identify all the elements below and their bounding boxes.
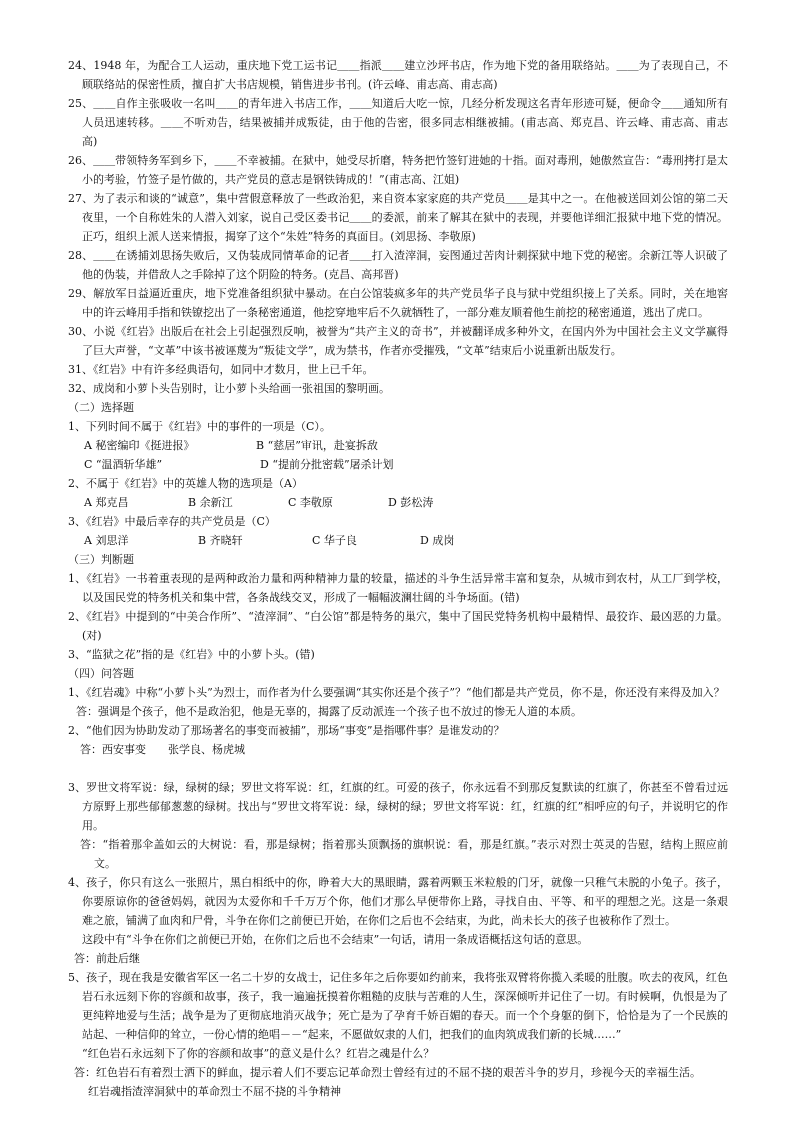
choice-q1-stem: 1、下列时间不属于《红岩》中的事件的一项是（C）。 <box>68 420 331 433</box>
judge-item-2: 2、《红岩》中提到的“中美合作所”、“渣滓洞”、“白公馆”都是特务的巢穴，集中了国民党特务机构中最精悍、最狡诈、最凶恶的力量。(对) <box>68 610 728 642</box>
judge-item-3: 3、“监狱之花”指的是《红岩》中的小萝卜头。(错) <box>68 648 315 661</box>
qa-answer-2: 答：西安事变 张学良、杨虎城 <box>80 743 245 756</box>
choice-q3-stem: 3、《红岩》中最后幸存的共产党员是（C） <box>68 515 276 528</box>
qa-question-4-prompt: 这段中有“斗争在你们之前便已开始，在你们之后也不会结束”一句话，请用一条成语概括这句话的意思。 <box>82 933 589 946</box>
choice-q1-option-d: D “提前分批密载”屠杀计划 <box>260 458 394 471</box>
choice-q1-option-b: B “慈居”审讯，赴宴拆敌 <box>256 439 378 452</box>
fill-item-28: 28、＿＿在诱捕刘思扬失败后，又伪装成同情革命的记者＿＿打入渣滓洞，妄图通过苦肉计刺探狱中地下党的秘密。余新江等人识破了他的伪装，并借敌人之手除掉了这个阴险的特务。(克昌、高邦晋) <box>68 249 728 281</box>
qa-question-2: 2、“他们因为协助发动了那场著名的事变而被捕”，那场“事变”是指哪件事？是谁发动的？ <box>68 724 505 737</box>
choice-q2-option-d: D 彭松涛 <box>388 496 434 509</box>
qa-answer-5-part2: 红岩魂指渣滓洞狱中的革命烈士不屈不挠的斗争精神 <box>88 1085 341 1098</box>
fill-item-25: 25、＿＿自作主张吸收一名叫＿＿的青年进入书店工作，＿＿知道后大吃一惊，几经分析发现这名青年形迹可疑，便命令＿＿通知所有人员迅速转移。＿＿不听劝告，结果被捕并成叛徒，由于他的告密，很多同志相继被捕。(甫志高、郑克昌、许云峰、甫志高、甫志高) <box>68 97 728 148</box>
choice-q2-option-b: B 余新江 <box>188 496 233 509</box>
qa-heading: （四）问答题 <box>68 667 134 680</box>
fill-item-31: 31、《红岩》中有许多经典语句，如同中才数月，世上已千年。 <box>68 363 374 376</box>
choice-q2-stem: 2、不属于《红岩》中的英雄人物的选项是（A） <box>68 477 303 490</box>
fill-item-24: 24、1948 年，为配合工人运动，重庆地下党工运书记＿＿指派＿＿建立沙坪书店，作为地下党的备用联络站。＿＿为了表现自己，不顾联络站的保密性质，擅自扩大书店规模，销售进步书刊。(许云峰、甫志高、甫志高) <box>68 59 728 91</box>
qa-question-5-prompt: “红色岩石永远刻下了你的容颜和故事”的意义是什么？红岩之魂是什么？ <box>82 1047 435 1060</box>
choice-q3-option-c: C 华子良 <box>312 534 357 547</box>
document-page <box>68 56 728 1101</box>
qa-answer-4: 答：前赴后继 <box>74 952 140 965</box>
choice-q2-options <box>68 493 728 512</box>
choice-q1-options-row2 <box>68 455 728 474</box>
choice-q3-option-d: D 成岗 <box>420 534 455 547</box>
choice-q3-option-a: A 刘思洋 <box>84 534 129 547</box>
qa-answer-1: 答：强调是个孩子，他不是政治犯，他是无辜的，揭露了反动派连一个孩子也不放过的惨无人道的本质。 <box>76 705 582 718</box>
choice-q1-option-c: C “温酒斩华雄” <box>84 458 163 471</box>
qa-question-3: 3、罗世文将军说：绿，绿树的绿；罗世文将军说：红，红旗的红。可爱的孩子，你永远看不到那反复默读的红旗了，你甚至不曾看过远方原野上那些郁郁葱葱的绿树。找出与“罗世文将军说：绿，绿树的绿；罗世文将军说：红，红旗的红”相呼应的句子，并说明它的作用。 <box>68 781 728 832</box>
choice-q2-option-c: C 李敬原 <box>288 496 333 509</box>
fill-item-29: 29、解放军日益逼近重庆，地下党准备组织狱中暴动。在白公馆装疯多年的共产党员华子良与狱中党组织接上了关系。同时，关在地窖中的许云峰用手指和铁镣挖出了一条秘密通道，他挖穿地牢后不久就牺牲了，一部分难友顺着他生前挖的秘密通道，逃出了虎口。 <box>68 287 728 319</box>
choice-heading: （二）选择题 <box>68 401 134 414</box>
qa-question-4: 4、孩子，你只有这么一张照片，黑白相纸中的你，睁着大大的黑眼睛，露着两颗玉米粒般的门牙，就像一只稚气未脱的小兔子。孩子，你要原谅你的爸爸妈妈，就因为太爱你和千千万万个你，他们才那么早便带你上路，寻找自由、平等、和平的理想之光。这是一条艰难之旅，铺满了血肉和尸骨，斗争在你们之前便已开始，在你们之后也不会结束，为此，尚未长大的孩子也被称作了烈士。 <box>68 876 728 927</box>
judge-item-1: 1、《红岩》一书着重表现的是两种政治力量和两种精神力量的较量，描述的斗争生活异常丰富和复杂，从城市到农村，从工厂到学校，以及国民党的特务机关和集中营，各条战线交叉，形成了一幅幅波澜壮阔的斗争场面。(错) <box>68 572 728 604</box>
choice-q2-option-a: A 郑克昌 <box>84 496 129 509</box>
fill-item-26: 26、＿＿带领特务军到乡下，＿＿不幸被捕。在狱中，她受尽折磨，特务把竹签钉进她的十指。面对毒刑，她傲然宣告：“毒刑拷打是太小的考验，竹签子是竹做的，共产党员的意志是钢铁铸成的！”(甫志高、江姐) <box>68 154 728 186</box>
spacer <box>68 759 728 778</box>
choice-q1-option-a: A 秘密编印《挺进报》 <box>84 439 195 452</box>
fill-item-32: 32、成岗和小萝卜头告别时，让小萝卜头给画一张祖国的黎明画。 <box>68 382 390 395</box>
judge-heading: （三）判断题 <box>68 553 134 566</box>
qa-answer-5: 答：红色岩石有着烈士洒下的鲜血，提示着人们不要忘记革命烈士曾经有过的不屈不挠的艰苦斗争的岁月，珍视今天的幸福生活。 <box>74 1066 701 1079</box>
qa-answer-3: 答：“指着那伞盖如云的大树说：看，那是绿树；指着那头顶飘扬的旗帜说：看，那是红旗。”表示对烈士英灵的告慰，结构上照应前文。 <box>80 838 728 870</box>
fill-item-30: 30、小说《红岩》出版后在社会上引起强烈反响，被誉为“共产主义的奇书”，并被翻译成多种外文，在国内外为中国社会主义文学赢得了巨大声誉，“文革”中该书被诬蔑为“叛徒文学”，成为禁书，作者亦受摧残，“文革”结束后小说重新出版发行。 <box>68 325 728 357</box>
choice-q1-options-row1 <box>68 436 728 455</box>
choice-q3-options <box>68 531 728 550</box>
qa-question-5: 5、孩子，现在我是安徽省军区一名二十岁的女战士，记住多年之后你要如约前来，我将张双臂将你揽入柔暖的肚腹。吹去的夜风，红色岩石永远刻下你的容颜和故事，孩子，我一遍遍抚摸着你粗糙的皮肤与苦难的人生，深深倾听并记住了一切。有时候啊，仇恨是为了更纯粹地爱与生活；战争是为了更彻底地消灭战争；死亡是为了孕育千娇百媚的春天。而一个个身躯的倒下，恰恰是为了一个民族的站起、一种信仰的耸立，一份心情的绝唱－－“起来，不愿做奴隶的人们，把我们的血肉筑成我们新的长城……” <box>68 971 728 1041</box>
choice-q3-option-b: B 齐晓轩 <box>198 534 243 547</box>
qa-question-1: 1、《红岩魂》中称“小萝卜头”为烈士，而作者为什么要强调“其实你还是个孩子”？“他们都是共产党员，你不是，你还没有来得及加入？ <box>68 686 725 699</box>
fill-item-27: 27、为了表示和谈的“诚意”，集中营假意释放了一些政治犯，来自资本家家庭的共产党员＿＿是其中之一。在他被送回刘公馆的第二天夜里，一个自称姓朱的人潜入刘家，说自己受区委书记＿＿的委派，前来了解其在狱中的表现，并要他详细汇报狱中地下党的情况。正巧，组织上派人送来情报，揭穿了这个“朱姓”特务的真面目。(刘思扬、李敬原) <box>68 192 728 243</box>
